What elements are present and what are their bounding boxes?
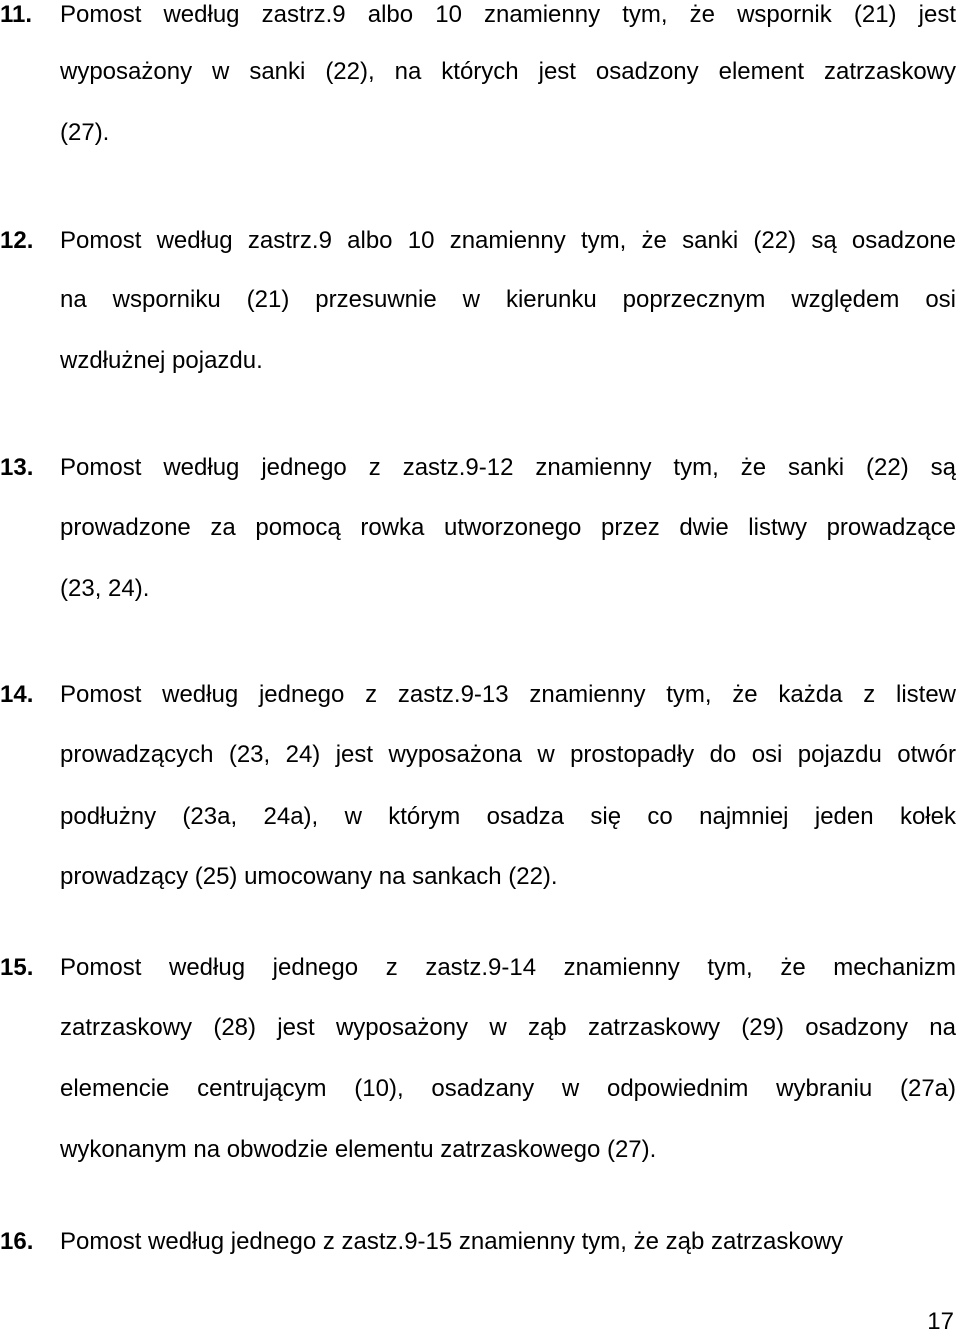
claim-line: (23, 24).	[60, 575, 150, 602]
claim-line: (27).	[60, 119, 110, 146]
claim-line: Pomost według jednego z zastz.9-12 znamienny tym, że sanki (22) są	[60, 454, 956, 481]
claim-line: Pomost według jednego z zastz.9-15 znamienny tym, że ząb zatrzaskowy	[60, 1228, 844, 1255]
claim-number: 16.	[0, 1228, 34, 1255]
claim-number: 14.	[0, 681, 34, 708]
claim-line: prowadzący (25) umocowany na sankach (22).	[60, 863, 558, 890]
claim-line: Pomost według zastrz.9 albo 10 znamienny tym, że sanki (22) są osadzone	[60, 227, 956, 254]
claim-line: podłużny (23a, 24a), w którym osadza się co najmniej jeden kołek	[60, 803, 956, 830]
claim-line: Pomost według zastrz.9 albo 10 znamienny tym, że wspornik (21) jest	[60, 1, 956, 28]
claim-line: elemencie centrującym (10), osadzany w odpowiednim wybraniu (27a)	[60, 1075, 956, 1102]
claim-line: wzdłużnej pojazdu.	[60, 347, 263, 374]
claim-number: 11.	[0, 1, 33, 28]
claim-line: prowadzone za pomocą rowka utworzonego przez dwie listwy prowadzące	[60, 514, 956, 541]
claim-line: Pomost według jednego z zastz.9-14 znamienny tym, że mechanizm	[60, 954, 956, 981]
claim-line: na wsporniku (21) przesuwnie w kierunku poprzecznym względem osi	[60, 286, 956, 313]
claim-line: wyposażony w sanki (22), na których jest osadzony element zatrzaskowy	[60, 58, 956, 85]
claim-number: 12.	[0, 227, 34, 254]
claim-number: 15.	[0, 954, 34, 981]
claim-line: wykonanym na obwodzie elementu zatrzaskowego (27).	[60, 1136, 657, 1163]
claim-line: Pomost według jednego z zastz.9-13 znamienny tym, że każda z listew	[60, 681, 956, 708]
claim-line: zatrzaskowy (28) jest wyposażony w ząb zatrzaskowy (29) osadzony na	[60, 1014, 956, 1041]
claim-line: prowadzących (23, 24) jest wyposażona w prostopadły do osi pojazdu otwór	[60, 741, 956, 768]
page-number: 17	[927, 1308, 954, 1335]
claim-number: 13.	[0, 454, 34, 481]
